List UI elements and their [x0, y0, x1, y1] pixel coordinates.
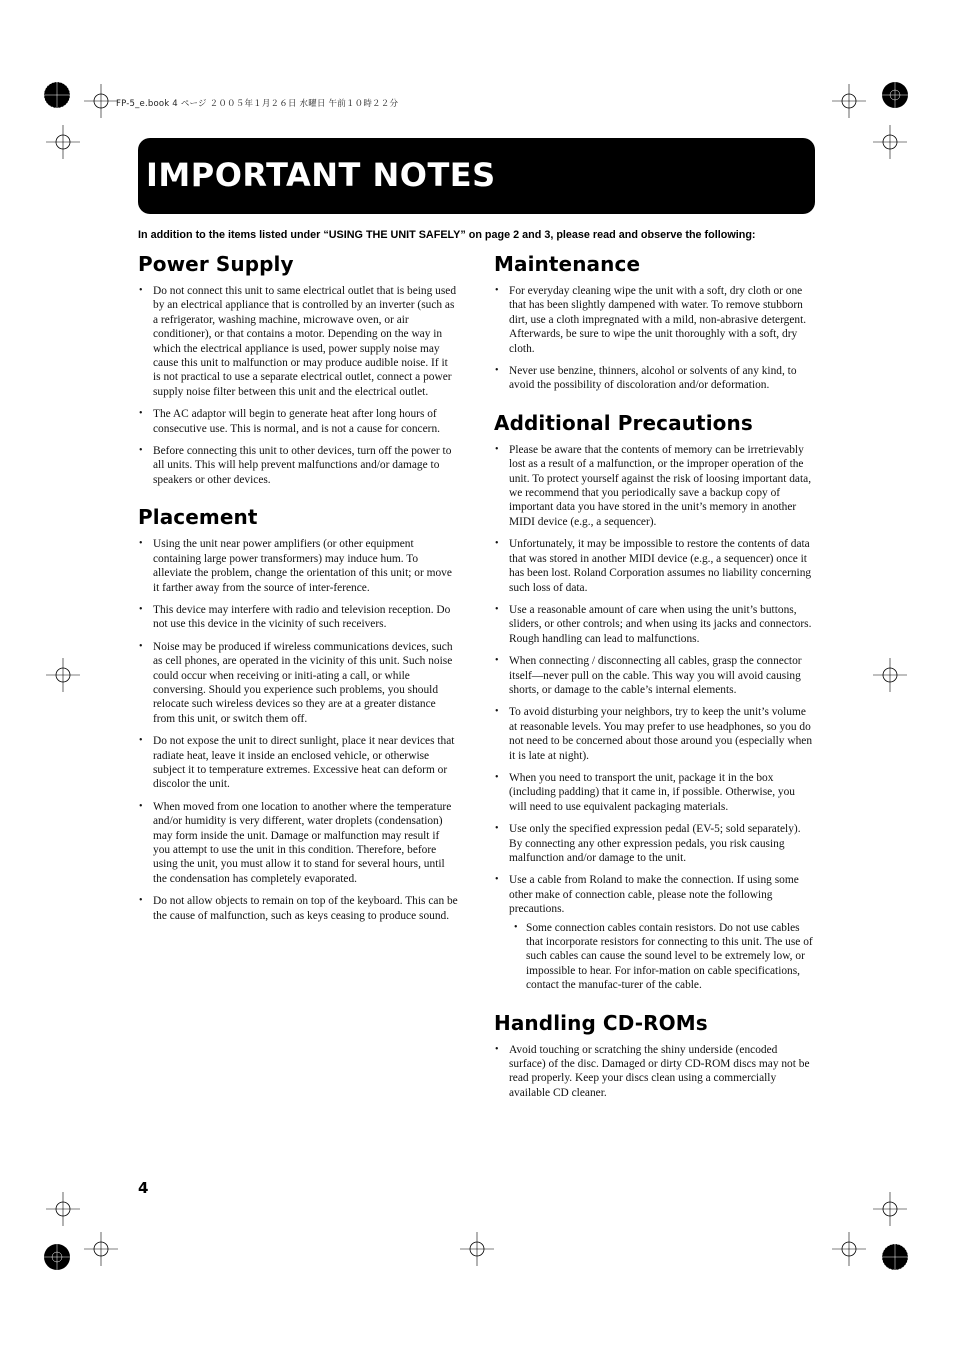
- section-title-placement: Placement: [138, 505, 258, 530]
- list-item: • Unfortunately, it may be impossible to restore the contents of data that was stored in another MIDI device (e.g., a sequencer) once it has been lost. Roland Corporation assumes no liability concerning such loss of data.: [494, 537, 814, 595]
- registration-mark-bottom-left: [36, 1236, 78, 1278]
- crosshair-mark-right-top: [873, 125, 907, 159]
- list-item: • When connecting / disconnecting all cables, grasp the connector itself—never pull on the cable. This way you will avoid causing shorts, or damage to the cable’s internal elements.: [494, 654, 814, 697]
- list-item: • Do not expose the unit to direct sunlight, place it near devices that radiate heat, leave it inside an enclosed vehicle, or otherwise subject it to temperature extremes. Excessive heat can deform or discolor the unit.: [138, 734, 458, 792]
- section-title-additional-precautions: Additional Precautions: [494, 410, 753, 435]
- list-item: • Use a reasonable amount of care when using the unit’s buttons, sliders, or other controls; and when using its jacks and connectors. Rough handling can lead to malfunctions.: [494, 603, 814, 646]
- list-item: • Use only the specified expression pedal (EV-5; sold separately). By connecting any other expression pedals, you risk causing malfunction and/or damage to the unit.: [494, 822, 814, 865]
- handling-cd-roms-list: [494, 1043, 814, 1101]
- list-item-with-sublist: [494, 873, 814, 992]
- right-column: [494, 248, 814, 1108]
- intro-text: In addition to the items listed under “USING THE UNIT SAFELY” on page 2 and 3, please read and observe the following:: [138, 229, 756, 241]
- crosshair-mark-left-top: [46, 125, 80, 159]
- additional-precautions-list: [494, 443, 814, 993]
- list-item: • Avoid touching or scratching the shiny underside (encoded surface) of the disc. Damaged or dirty CD-ROM discs may not be read properly. Keep your discs clean using a commercially available CD cleaner.: [494, 1043, 814, 1101]
- placement-list: [138, 537, 458, 923]
- list-item: • Do not allow objects to remain on top of the keyboard. This can be the cause of malfunction, such as keys ceasing to produce sound.: [138, 894, 458, 923]
- list-item-text: Use a cable from Roland to make the connection. If using some other make of connection cable, please note the following precautions.: [509, 874, 799, 916]
- registration-mark-bottom-right: [874, 1236, 916, 1278]
- list-item: • The AC adaptor will begin to generate heat after long hours of consecutive use. This is normal, and is not a cause for concern.: [138, 407, 458, 436]
- title-banner: [138, 138, 815, 214]
- sub-list-item: • Some connection cables contain resistors. Do not use cables that incorporate resistors for connecting to this unit. The use of such cables can cause the sound level to be extremely low, or impossible to hear. For infor-mation on cable specifications, contact the manufac-turer of the cable.: [509, 921, 814, 993]
- list-item: • For everyday cleaning wipe the unit with a soft, dry cloth or one that has been slightly dampened with water. To remove stubborn dirt, use a cloth impregnated with a mild, non-abrasive detergent. Afterwards, be sure to wipe the unit thoroughly with a soft, dry cloth.: [494, 284, 814, 356]
- registration-mark-top-left: [36, 74, 78, 116]
- crosshair-mark-left-bottom: [46, 1192, 80, 1226]
- sub-list: [509, 921, 814, 993]
- list-item: • Please be aware that the contents of memory can be irretrievably lost as a result of a malfunction, or the improper operation of the unit. To protect yourself against the risk of loosing important data, we recommend that you periodically save a backup copy of important data you have stored in the unit’s memory in another MIDI device (e.g., a sequencer).: [494, 443, 814, 529]
- page-title: IMPORTANT NOTES: [146, 156, 496, 194]
- crosshair-mark-right-middle: [873, 658, 907, 692]
- list-item: • This device may interfere with radio and television reception. Do not use this device in the vicinity of such receivers.: [138, 603, 458, 632]
- file-header-line: FP-5_e.book 4 ページ ２００５年１月２６日 水曜日 午前１０時２２分: [116, 99, 399, 109]
- crosshair-mark-right-bottom: [873, 1192, 907, 1226]
- list-item: • Do not connect this unit to same electrical outlet that is being used by an electrical appliance that is controlled by an inverter (such as a refrigerator, washing machine, microwave oven, or air conditioner), or that contains a motor. Depending on the way in which the electrical appliance is used, power supply noise may cause this unit to malfunction or may produce audible noise. If it is not practical to use a separate electrical outlet, connect a power supply noise filter between this unit and the electrical outlet.: [138, 284, 458, 399]
- page-number: 4: [138, 1179, 149, 1197]
- crosshair-mark-top-right: [832, 84, 866, 118]
- registration-mark-top-right: [874, 74, 916, 116]
- power-supply-list: [138, 284, 458, 487]
- list-item: • When moved from one location to another where the temperature and/or humidity is very different, water droplets (condensation) may form inside the unit. Damage or malfunction may result if you attempt to use the unit in this condition. Therefore, before using the unit, you must allow it to stand for several hours, until the condensation has completely evaporated.: [138, 800, 458, 886]
- list-item: • When you need to transport the unit, package it in the box (including padding) that it came in, if possible. Otherwise, you will need to use equivalent packaging materials.: [494, 771, 814, 814]
- crosshair-mark-top-left: [84, 84, 118, 118]
- section-title-handling-cd-roms: Handling CD-ROMs: [494, 1010, 708, 1035]
- left-column: [138, 248, 458, 931]
- crosshair-mark-bottom-center: [460, 1232, 494, 1266]
- list-item: • Using the unit near power amplifiers (or other equipment containing large power transformers) may induce hum. To alleviate the problem, change the orientation of this unit; or move it farther away from the source of inter-ference.: [138, 537, 458, 595]
- crosshair-mark-left-middle: [46, 658, 80, 692]
- crosshair-mark-bottom-left: [84, 1232, 118, 1266]
- crosshair-mark-bottom-right: [832, 1232, 866, 1266]
- list-item: • Before connecting this unit to other devices, turn off the power to all units. This will help prevent malfunctions and/or damage to speakers or other devices.: [138, 444, 458, 487]
- section-title-power-supply: Power Supply: [138, 252, 294, 276]
- maintenance-list: [494, 284, 814, 393]
- list-item: • Never use benzine, thinners, alcohol or solvents of any kind, to avoid the possibility of discoloration and/or deformation.: [494, 364, 814, 393]
- list-item: • To avoid disturbing your neighbors, try to keep the unit’s volume at reasonable levels. You may prefer to use headphones, so you do not need to be concerned about those around you (especially when it is late at night).: [494, 705, 814, 763]
- section-title-maintenance: Maintenance: [494, 252, 641, 276]
- list-item: • Noise may be produced if wireless communications devices, such as cell phones, are operated in the vicinity of this unit. Such noise could occur when receiving or initi-ating a call, or while conversing. Should you experience such problems, you should relocate such wireless devices so they are at a greater distance from this unit, or switch them off.: [138, 640, 458, 726]
